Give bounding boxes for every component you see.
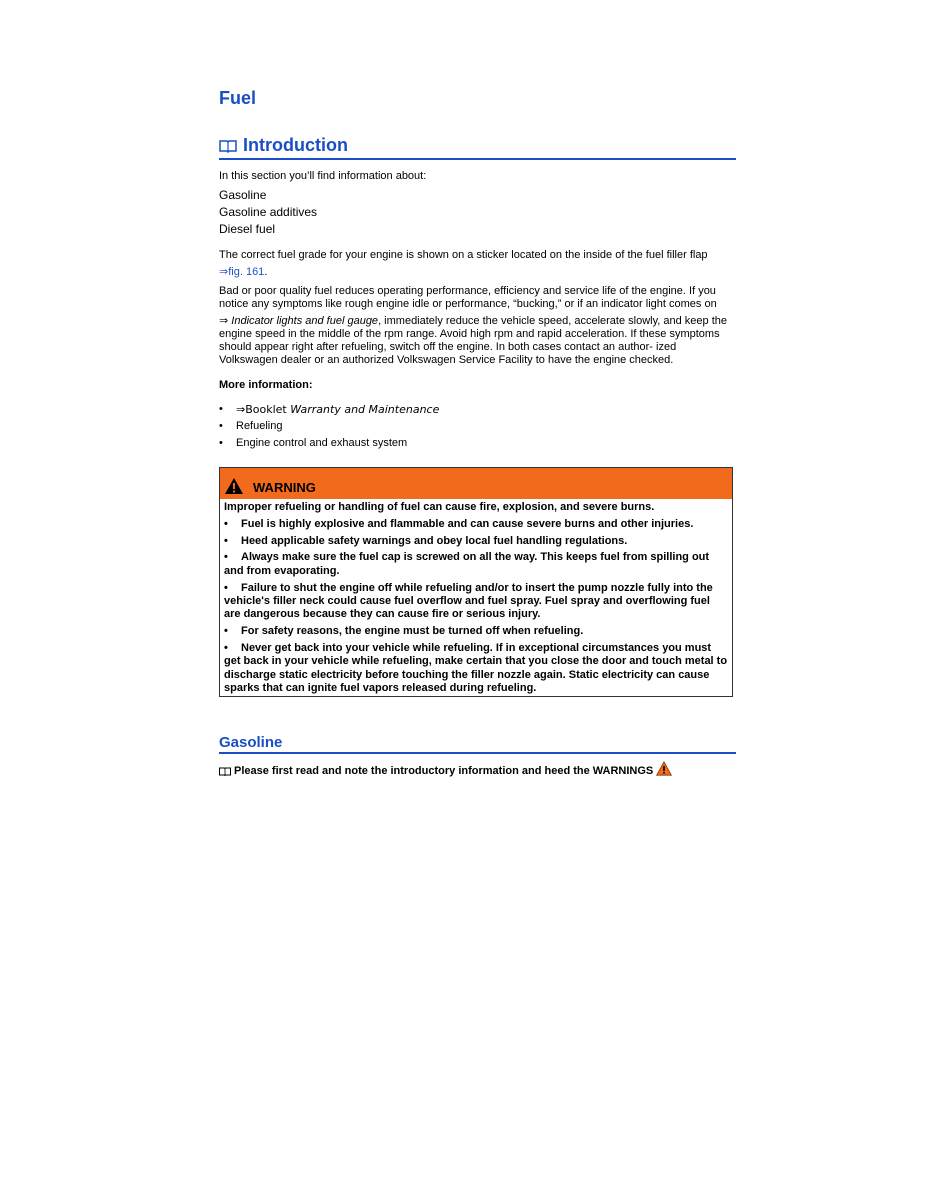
fuel-grade-reference bbox=[219, 266, 736, 279]
fuel-quality-body bbox=[219, 315, 736, 367]
more-info-item[interactable] bbox=[219, 403, 439, 416]
booklet-ref[interactable] bbox=[236, 403, 439, 416]
gasoline-heading: Gasoline bbox=[219, 734, 736, 754]
more-info-item[interactable] bbox=[219, 420, 282, 432]
topic-item[interactable]: Gasoline additives bbox=[219, 205, 318, 219]
warning-body bbox=[220, 499, 732, 701]
engine-control-link[interactable]: Engine control and exhaust system bbox=[236, 437, 408, 449]
intro-lead: In this section you’ll find information about: bbox=[219, 170, 427, 182]
period: . bbox=[264, 266, 268, 278]
warning-item-text: For safety reasons, the engine must be turned off when refueling. bbox=[241, 625, 584, 638]
warning-item bbox=[224, 625, 728, 638]
indicator-lights-link[interactable]: Indicator lights and fuel gauge bbox=[231, 315, 379, 327]
book-icon bbox=[219, 767, 231, 776]
booklet-title: Warranty and Maintenance bbox=[290, 403, 440, 416]
fuel-quality-line-2: notice any symptoms like rough engine idle or performance, “bucking,” or if an indicator light comes on bbox=[219, 298, 717, 310]
bullet: • bbox=[224, 551, 228, 564]
bullet: • bbox=[219, 437, 223, 449]
bullet: • bbox=[224, 517, 228, 530]
bullet: • bbox=[224, 534, 228, 547]
bullet: • bbox=[219, 420, 223, 432]
warning-item-text: Failure to shut the engine off while refueling and/or to insert the pump nozzle fully into the vehicle's filler neck could cause fuel overflow and fuel spray. Fuel spray and overflowing fuel are dangerous because they can cause fire or serious injury. bbox=[224, 581, 713, 621]
warning-item-text: Heed applicable safety warnings and obey local fuel handling regulations. bbox=[241, 534, 628, 547]
topic-item[interactable]: Gasoline bbox=[219, 188, 267, 202]
warning-item-text: Fuel is highly explosive and flammable and can cause severe burns and other injuries. bbox=[241, 517, 694, 530]
booklet-prefix: ⇒Booklet bbox=[236, 403, 291, 416]
section-title-text: Introduction bbox=[243, 135, 348, 155]
bullet: • bbox=[219, 403, 223, 415]
warning-item bbox=[224, 535, 728, 548]
refueling-link[interactable]: Refueling bbox=[236, 420, 283, 432]
fuel-quality-paragraph bbox=[219, 285, 736, 367]
section-title bbox=[219, 135, 736, 160]
fuel-grade-text: The correct fuel grade for your engine is shown on a sticker located on the inside of the fuel filler flap bbox=[219, 249, 708, 261]
warning-item bbox=[224, 551, 728, 578]
topic-item[interactable]: Diesel fuel bbox=[219, 222, 276, 236]
warning-item bbox=[224, 642, 728, 696]
bullet: • bbox=[224, 581, 228, 594]
bullet: • bbox=[224, 625, 228, 638]
warning-item-text: Always make sure the fuel cap is screwed on all the way. This keeps fuel from spilling out and from evaporating. bbox=[224, 551, 710, 577]
warning-triangle-icon bbox=[224, 477, 244, 495]
page-heading: Fuel bbox=[219, 88, 257, 108]
fuel-quality-line-1: Bad or poor quality fuel reduces operating performance, efficiency and service life of the engine. If you bbox=[219, 285, 716, 297]
warning-header bbox=[220, 468, 732, 499]
fuel-grade-paragraph bbox=[219, 249, 736, 279]
book-icon bbox=[219, 139, 237, 153]
warning-item bbox=[224, 518, 728, 531]
warning-item-text: Never get back into your vehicle while refueling. If in exceptional circumstances you must get back in your vehicle while refueling, make certain that you close the door and touch metal to discharge static electricity before touching the filler nozzle again. Static electricity can cause sparks that can ignite fuel vapors released during refueling. bbox=[224, 642, 728, 695]
bullet: • bbox=[224, 642, 228, 654]
topic-list bbox=[219, 187, 317, 238]
ref-arrow: ⇒ bbox=[219, 315, 229, 327]
fuel-quality-rest: , immediately reduce the vehicle speed, accelerate slowly, and keep the engine speed in the middle of the rpm range. Avoid high rpm and rapid acceleration. If these symptoms should appear right after refueling, switch off the engine. In both cases contact an author- ized Volkswagen dealer or an authorized Volkswagen Service Facility to have the engine checked. bbox=[219, 315, 727, 366]
fig-link[interactable]: ⇒fig. 161 bbox=[219, 266, 265, 278]
warning-lead: Improper refueling or handling of fuel can cause fire, explosion, and severe burns. bbox=[224, 501, 655, 513]
read-first-note[interactable] bbox=[219, 765, 672, 777]
read-first-text: Please first read and note the introductory information and heed the WARNINGS bbox=[234, 765, 654, 777]
more-info-title: More information: bbox=[219, 379, 313, 391]
warning-label: WARNING bbox=[253, 480, 316, 495]
more-info-item[interactable] bbox=[219, 437, 407, 449]
warning-item bbox=[224, 582, 728, 622]
warning-triangle-icon[interactable] bbox=[656, 761, 672, 776]
warning-box bbox=[219, 467, 733, 697]
